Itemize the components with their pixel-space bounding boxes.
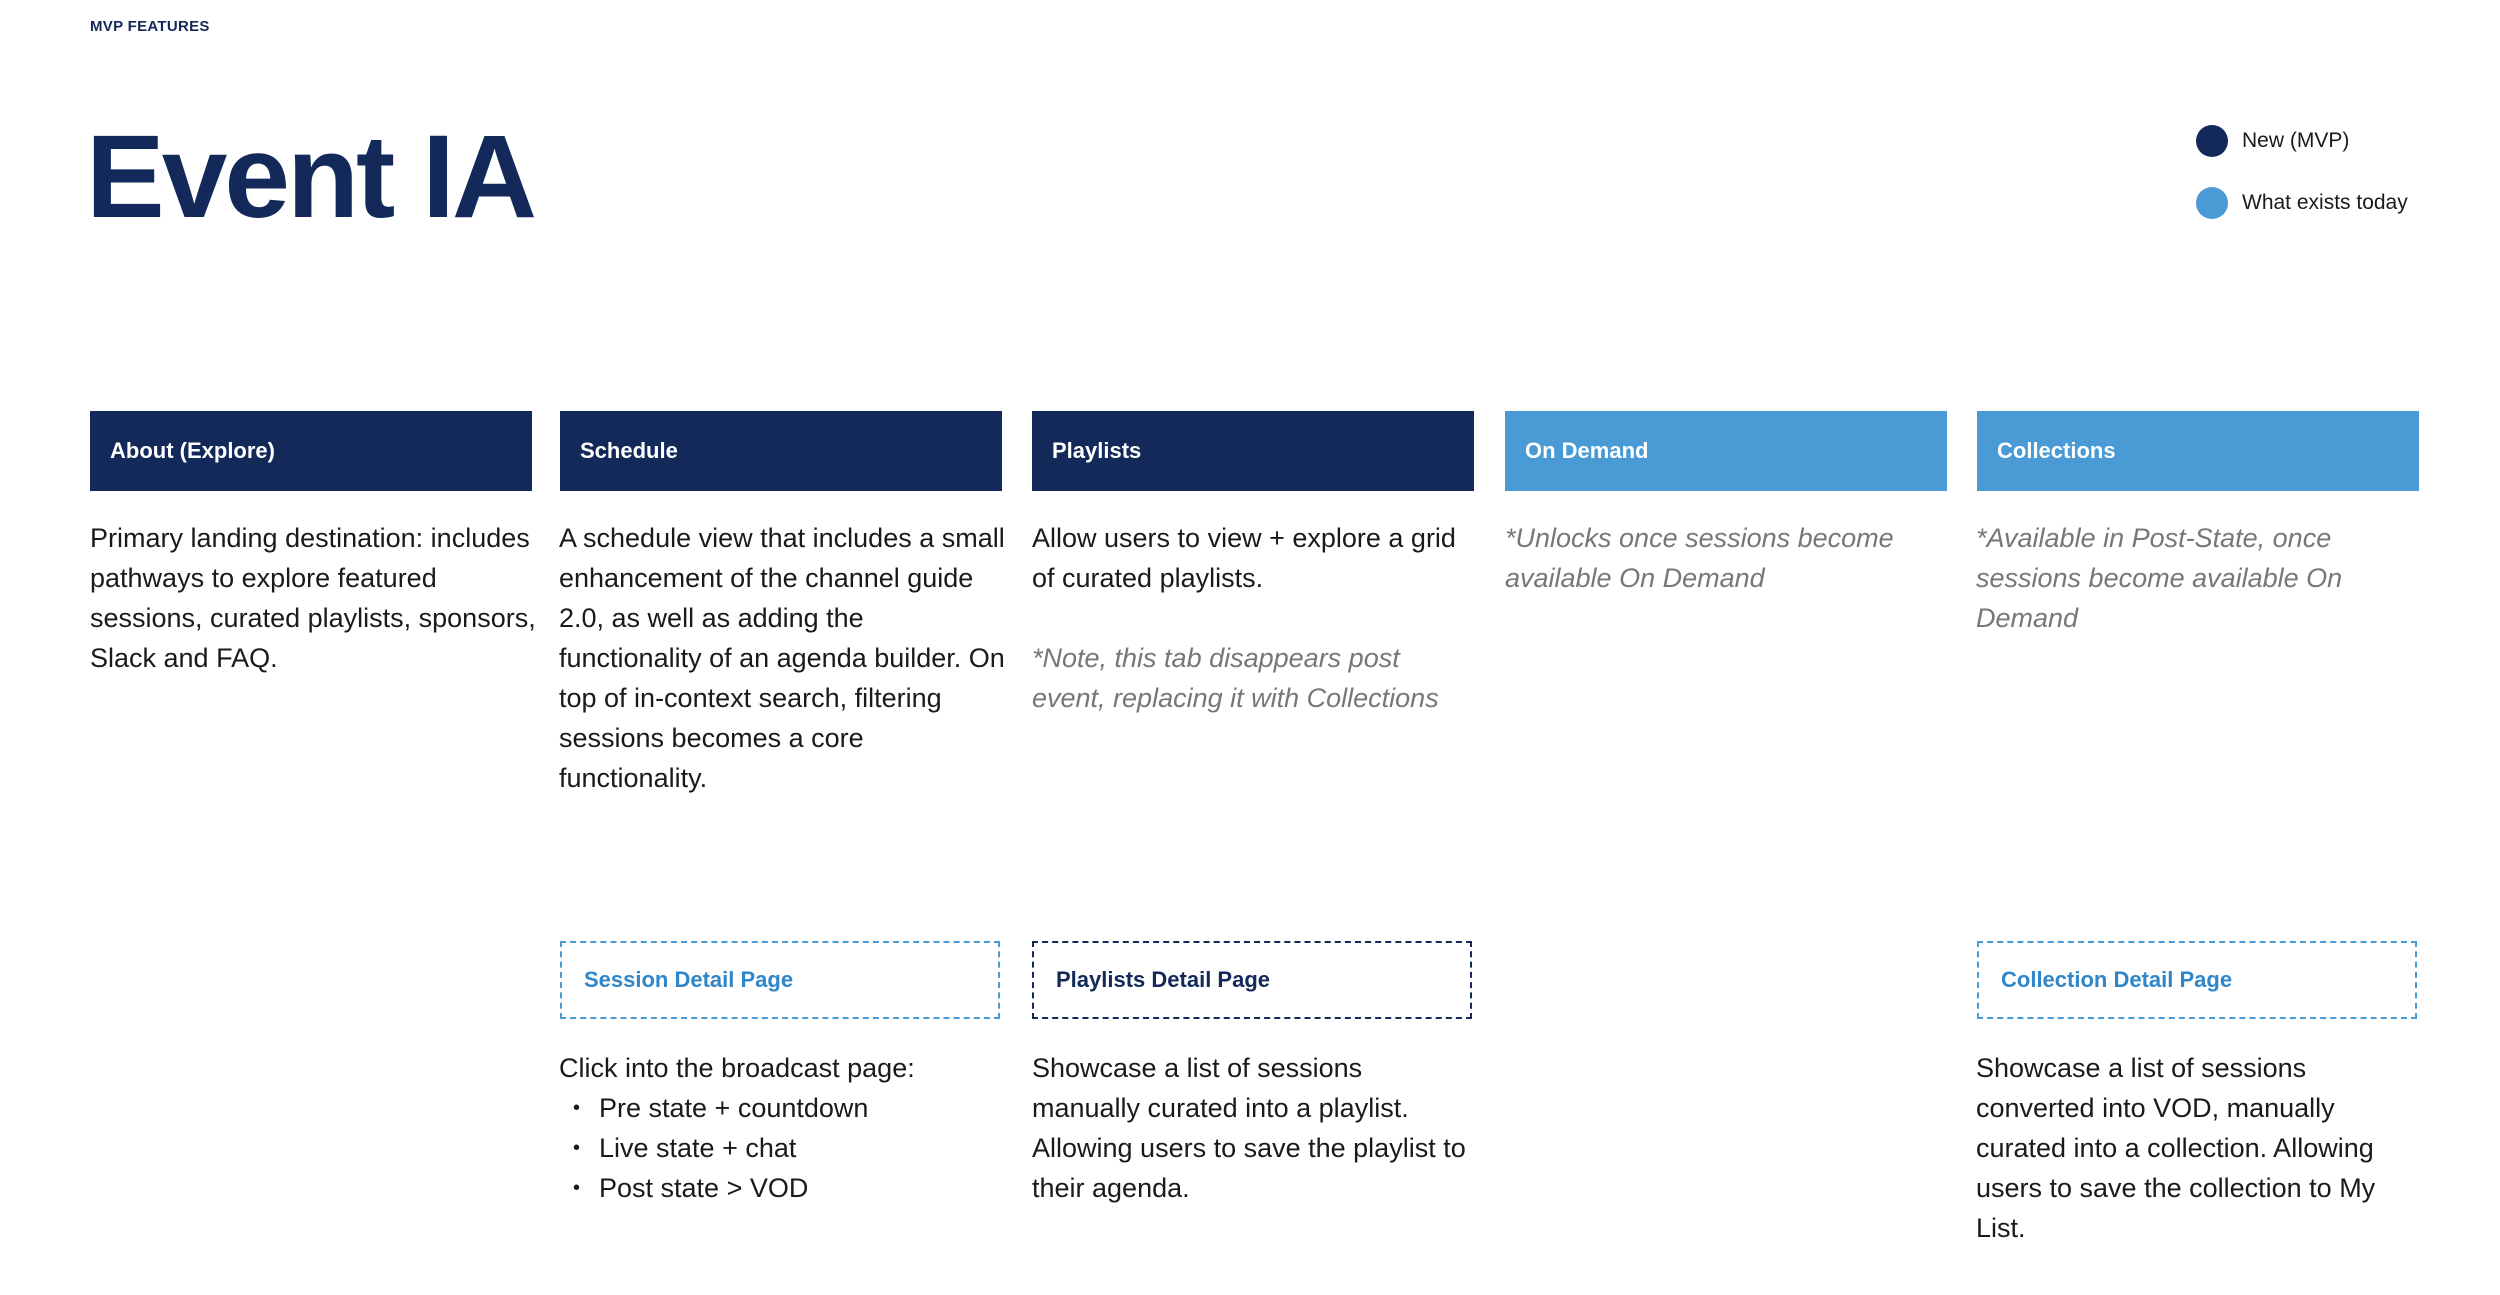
legend-item-new xyxy=(2196,124,2408,158)
legend xyxy=(2196,124,2408,248)
detail-bullet-list xyxy=(559,1088,1009,1208)
description-text: Primary landing destination: includes pathways to explore featured sessions, curated playlists, sponsors, Slack and FAQ. xyxy=(90,523,536,673)
list-item: • Post state > VOD xyxy=(559,1168,1009,1208)
column-description-schedule xyxy=(559,518,1009,798)
column-description-collections xyxy=(1976,518,2386,638)
description-text: Showcase a list of sessions converted into VOD, manually curated into a collection. Allowing users to save the collection to My List. xyxy=(1976,1053,2376,1243)
column-description-on-demand xyxy=(1505,518,1925,598)
column-header-schedule: Schedule xyxy=(560,411,1002,491)
legend-label: What exists today xyxy=(2242,191,2408,214)
detail-intro: Click into the broadcast page: xyxy=(559,1053,915,1083)
note-text: *Note, this tab disappears post event, replacing it with Collections xyxy=(1032,643,1439,713)
page-title: Event IA xyxy=(86,111,535,243)
note-text: *Available in Post-State, once sessions become available On Demand xyxy=(1976,523,2343,633)
navy-dot-icon xyxy=(2196,125,2228,157)
description-text: A schedule view that includes a small enhancement of the channel guide 2.0, as well as adding the functionality of an agenda builder. On top of in-context search, filtering sessions becomes a core functionality. xyxy=(559,523,1005,793)
detail-description-session xyxy=(559,1048,1009,1208)
light-blue-dot-icon xyxy=(2196,187,2228,219)
column-header-playlists: Playlists xyxy=(1032,411,1474,491)
column-description-about xyxy=(90,518,540,678)
note-text: *Unlocks once sessions become available On Demand xyxy=(1505,523,1894,593)
column-header-on-demand: On Demand xyxy=(1505,411,1947,491)
legend-item-existing xyxy=(2196,186,2408,220)
eyebrow-label: MVP FEATURES xyxy=(90,18,210,35)
legend-label: New (MVP) xyxy=(2242,129,2350,152)
list-item: • Pre state + countdown xyxy=(559,1088,1009,1128)
column-description-playlists xyxy=(1032,518,1472,718)
list-item: • Live state + chat xyxy=(559,1128,1009,1168)
detail-box-collection: Collection Detail Page xyxy=(1977,941,2417,1019)
column-header-collections: Collections xyxy=(1977,411,2419,491)
column-header-about: About (Explore) xyxy=(90,411,532,491)
detail-box-session: Session Detail Page xyxy=(560,941,1000,1019)
description-text: Showcase a list of sessions manually curated into a playlist. Allowing users to save the playlist to their agenda. xyxy=(1032,1053,1466,1203)
detail-box-playlists: Playlists Detail Page xyxy=(1032,941,1472,1019)
detail-description-playlists xyxy=(1032,1048,1472,1208)
description-text: Allow users to view + explore a grid of curated playlists. xyxy=(1032,523,1456,593)
detail-description-collection xyxy=(1976,1048,2406,1248)
